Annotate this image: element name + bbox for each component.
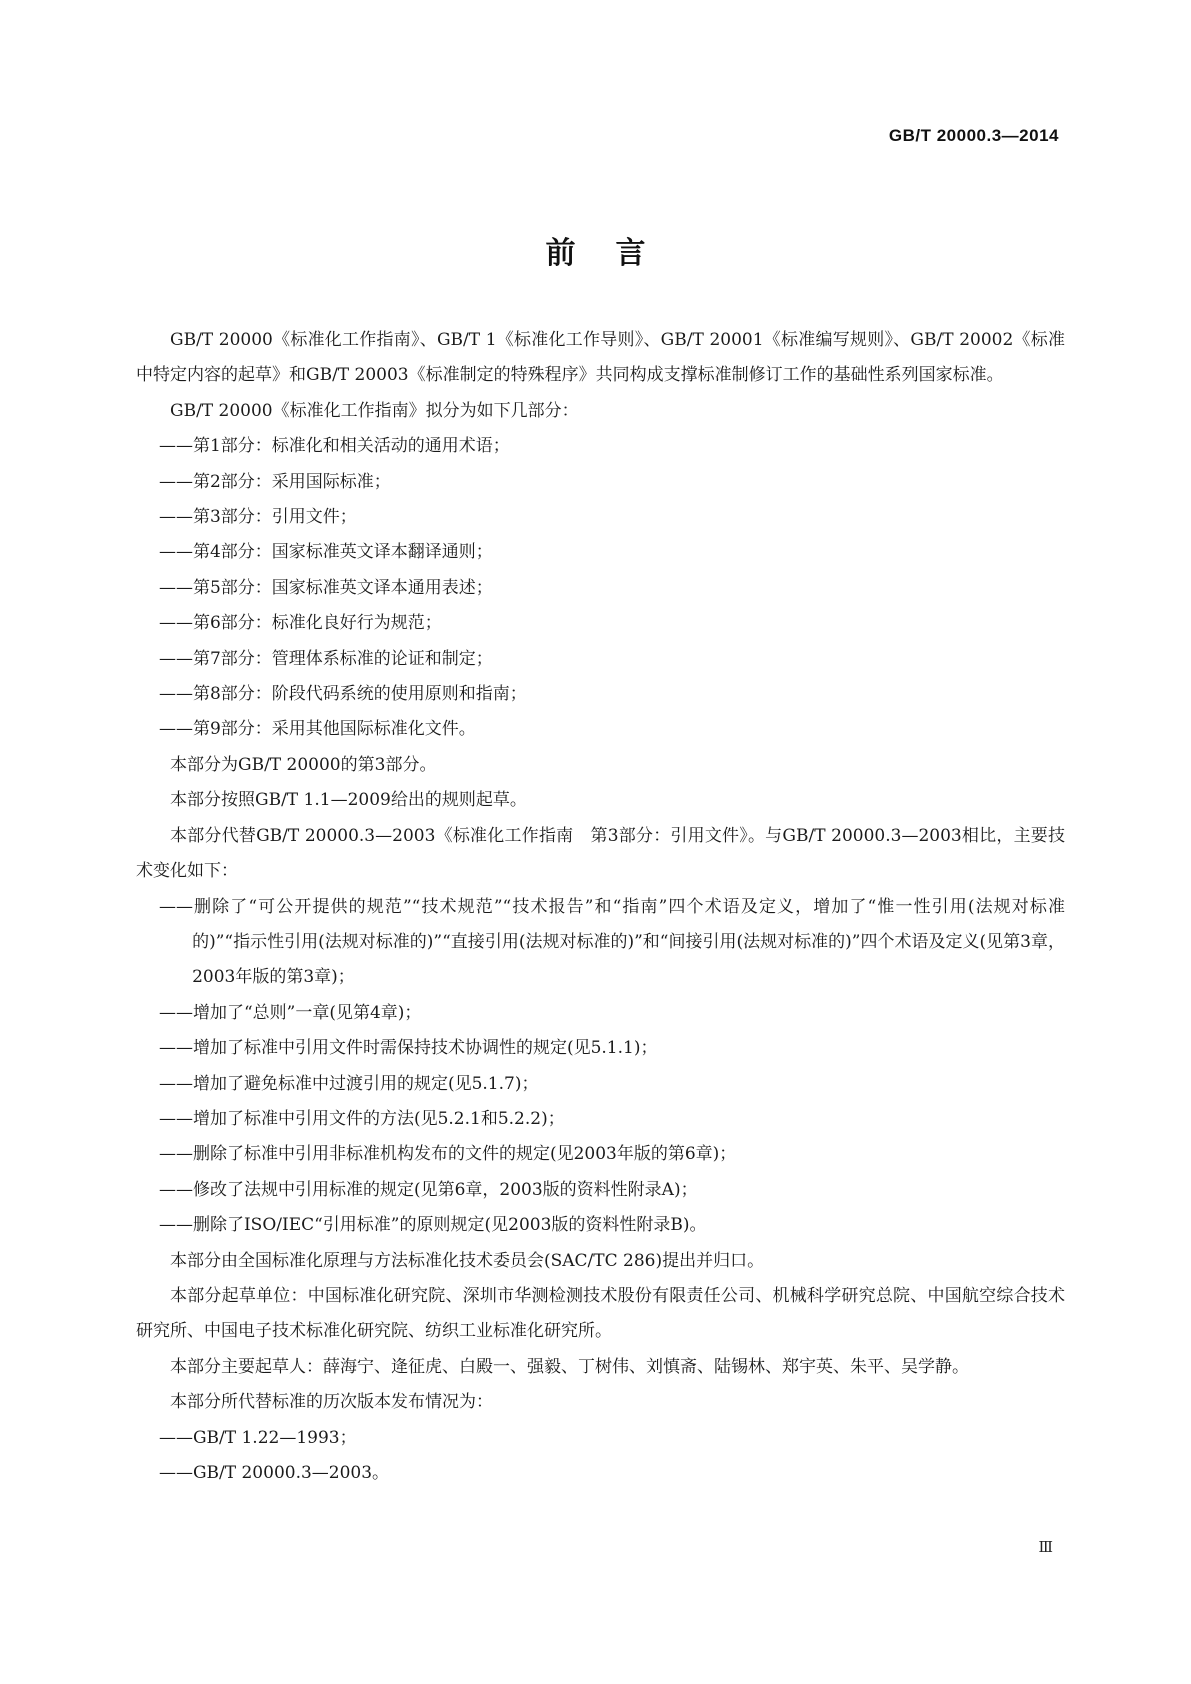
proposed-by: 本部分由全国标准化原理与方法标准化技术委员会(SAC/TC 286)提出并归口。 — [170, 1250, 765, 1271]
change-item: ——删除了ISO/IEC“引用标准”的原则规定(见2003版的资料性附录B)。 — [158, 1215, 707, 1236]
part-item: ——第9部分：采用其他国际标准化文件。 — [158, 719, 476, 740]
change-item: ——增加了标准中引用文件的方法(见5.2.1和5.2.2)； — [158, 1108, 565, 1129]
page-title: 前言 — [545, 236, 686, 271]
change-item: ——删除了“可公开提供的规范”“技术规范”“技术报告”和“指南”四个术语及定义，增加了“惟一性引用(法规对标准的)”“指示性引用(法规对标准的)”“直接引用(法规对标准的)”和“间接引用(法规对标准的)”四个术语及定义(见第3章，2003年版的第3章)； — [158, 896, 1065, 988]
page-number: Ⅲ — [1038, 1538, 1053, 1556]
foreword-body — [136, 323, 1065, 1491]
change-item: ——增加了避免标准中过渡引用的规定(见5.1.7)； — [158, 1073, 539, 1094]
part-item: ——第3部分：引用文件； — [158, 507, 357, 528]
part-item: ——第1部分：标准化和相关活动的通用术语； — [158, 436, 510, 457]
part-statement: 本部分为GB/T 20000的第3部分。 — [170, 754, 437, 775]
history-item: ——GB/T 20000.3—2003。 — [158, 1463, 390, 1483]
part-item: ——第8部分：阶段代码系统的使用原则和指南； — [158, 684, 527, 705]
parts-lead: GB/T 20000《标准化工作指南》拟分为如下几部分： — [170, 400, 579, 421]
part-item: ——第5部分：国家标准英文译本通用表述； — [158, 577, 493, 598]
part-item: ——第7部分：管理体系标准的论证和制定； — [158, 648, 493, 669]
change-item: ——增加了“总则”一章(见第4章)； — [158, 1002, 422, 1023]
drafting-rule: 本部分按照GB/T 1.1—2009给出的规则起草。 — [170, 790, 527, 811]
replaces-paragraph: 本部分代替GB/T 20000.3—2003《标准化工作指南 第3部分：引用文件》。与GB/T 20000.3—2003相比，主要技术变化如下： — [136, 825, 1065, 882]
part-item: ——第4部分：国家标准英文译本翻译通则； — [158, 542, 493, 563]
history-item: ——GB/T 1.22—1993； — [158, 1427, 357, 1448]
standard-number: GB/T 20000.3—2014 — [888, 126, 1059, 145]
history-lead: 本部分所代替标准的历次版本发布情况为： — [170, 1392, 493, 1413]
change-item: ——修改了法规中引用标准的规定(见第6章，2003版的资料性附录A)； — [158, 1179, 698, 1200]
part-item: ——第6部分：标准化良好行为规范； — [158, 613, 442, 634]
drafters: 本部分主要起草人：薛海宁、逄征虎、白殿一、强毅、丁树伟、刘慎斋、陆锡林、郑宇英、朱平、吴学静。 — [170, 1356, 969, 1377]
change-item: ——增加了标准中引用文件时需保持技术协调性的规定(见5.1.1)； — [158, 1038, 658, 1059]
change-item: ——删除了标准中引用非标准机构发布的文件的规定(见2003年版的第6章)； — [158, 1144, 737, 1165]
part-item: ——第2部分：采用国际标准； — [158, 471, 391, 492]
drafting-units: 本部分起草单位：中国标准化研究院、深圳市华测检测技术股份有限责任公司、机械科学研究总院、中国航空综合技术研究所、中国电子技术标准化研究院、纺织工业标准化研究所。 — [136, 1285, 1065, 1342]
intro-paragraph: GB/T 20000《标准化工作指南》、GB/T 1《标准化工作导则》、GB/T 20001《标准编写规则》、GB/T 20002《标准中特定内容的起草》和GB/T 20003《标准制定的特殊程序》共同构成支撑标准制修订工作的基础性系列国家标准。 — [136, 330, 1065, 386]
